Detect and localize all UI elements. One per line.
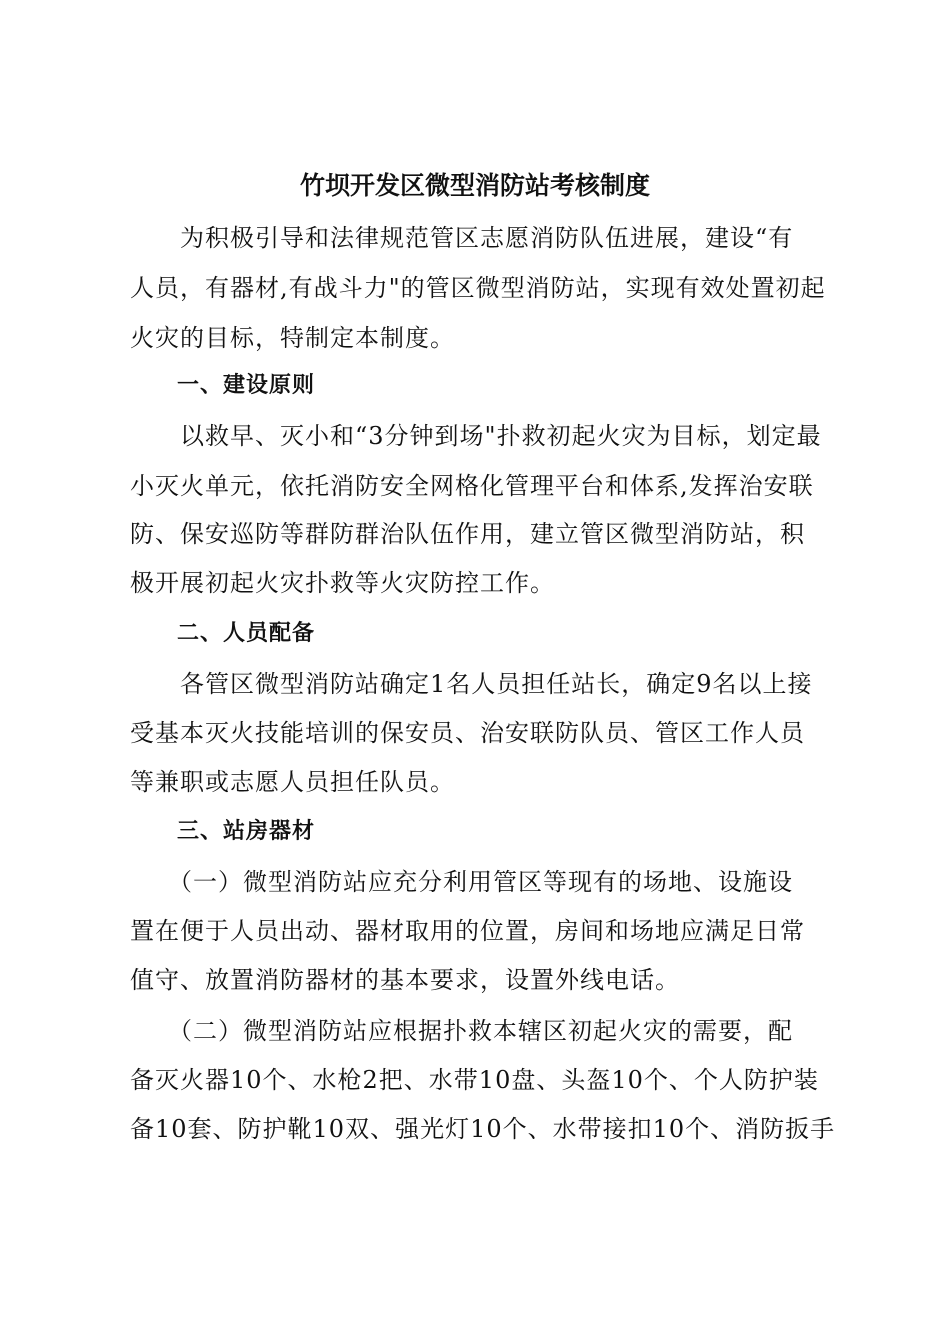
equipment-item2-line-2: 备灭火器10个、水枪2把、水带10盘、头盔10个、个人防护装 [130, 1066, 819, 1094]
principles-line-2: 小灭火单元，依托消防安全网格化管理平台和体系,发挥治安联 [130, 472, 814, 500]
staffing-line-2: 受基本灭火技能培训的保安员、治安联防队员、管区工作人员 [130, 719, 805, 747]
equipment-item1-line-1: （一）微型消防站应充分利用管区等现有的场地、设施设 [130, 868, 793, 896]
section-heading-station-equipment: 三、站房器材 [177, 819, 316, 844]
section-heading-staffing: 二、人员配备 [177, 621, 316, 646]
staffing-line-1: 各管区微型消防站确定1名人员担任站长，确定9名以上接 [130, 670, 813, 698]
principles-line-4: 极开展初起火灾扑救等火灾防控工作。 [130, 569, 555, 597]
equipment-item2-line-1: （二）微型消防站应根据扑救本辖区初起火灾的需要，配 [130, 1017, 793, 1045]
principles-line-3: 防、保安巡防等群防群治队伍作用，建立管区微型消防站，积 [130, 520, 805, 548]
staffing-line-3: 等兼职或志愿人员担任队员。 [130, 768, 455, 796]
intro-line-3: 火灾的目标，特制定本制度。 [130, 324, 455, 352]
equipment-item2-line-3: 备10套、防护靴10双、强光灯10个、水带接扣10个、消防扳手 [130, 1115, 836, 1143]
intro-line-2: 人员，有器材,有战斗力"的管区微型消防站，实现有效处置初起 [130, 274, 826, 302]
equipment-item1-line-2: 置在便于人员出动、器材取用的位置，房间和场地应满足日常 [130, 917, 805, 945]
principles-line-1: 以救早、灭小和“3分钟到场"扑救初起火灾为目标，划定最 [130, 422, 822, 450]
section-heading-principles: 一、建设原则 [177, 373, 316, 398]
equipment-item1-line-3: 值守、放置消防器材的基本要求，设置外线电话。 [130, 966, 680, 994]
intro-line-1: 为积极引导和法律规范管区志愿消防队伍进展，建设“有 [130, 224, 794, 252]
document-title: 竹坝开发区微型消防站考核制度 [299, 171, 650, 200]
